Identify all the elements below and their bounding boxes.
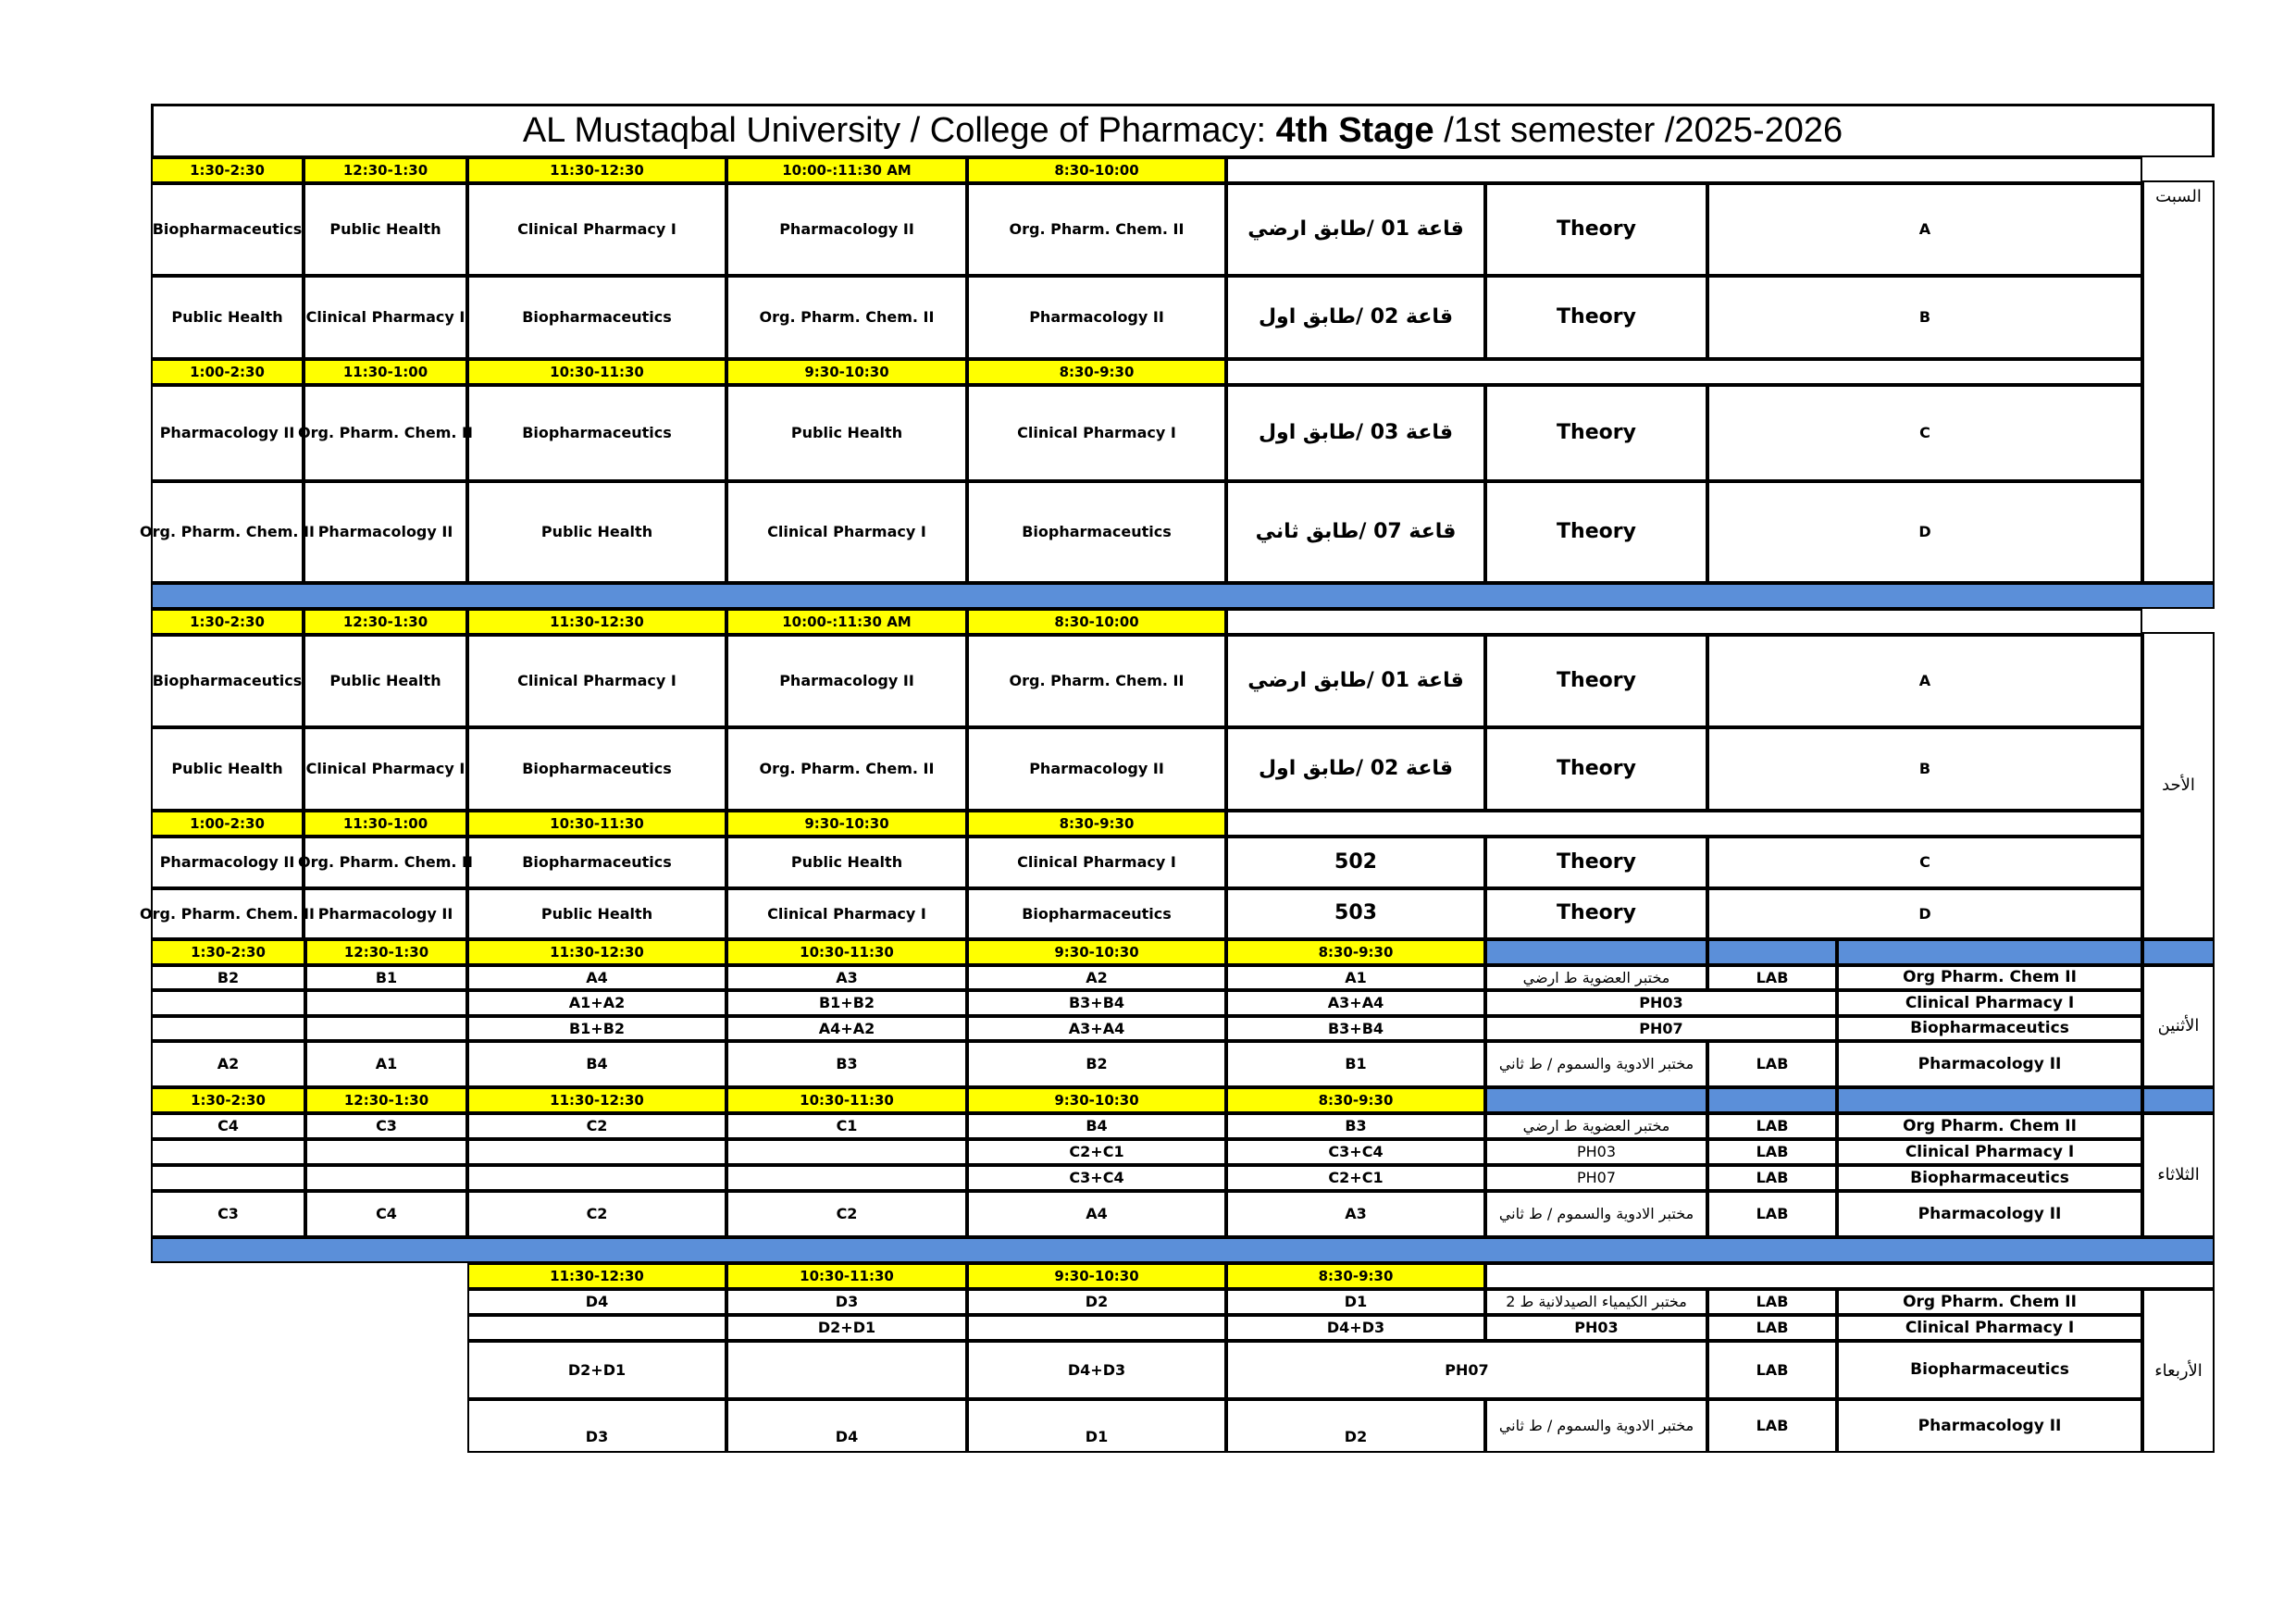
time-slot: 10:00-:11:30 AM <box>726 157 967 183</box>
course-cell: Biopharmaceutics <box>467 837 726 888</box>
course-cell: Public Health <box>726 385 967 481</box>
course-cell: Pharmacology II <box>967 727 1226 811</box>
lab-group-cell: B1+B2 <box>467 1016 726 1041</box>
course-cell: Pharmacology II <box>726 635 967 727</box>
lab-group-cell: D2 <box>1226 1399 1485 1453</box>
lab-group-cell <box>151 1016 305 1041</box>
session-type: Theory <box>1485 837 1707 888</box>
lab-group-cell: A2 <box>151 1041 305 1087</box>
course-cell: Org. Pharm. Chem. II <box>304 385 467 481</box>
group-cell: A <box>1707 635 2142 727</box>
course-name: Pharmacology II <box>1837 1041 2142 1087</box>
lab-group-cell: C2 <box>726 1191 967 1237</box>
course-cell: Org. Pharm. Chem. II <box>967 635 1226 727</box>
room-cell: قاعة 07 /طابق ثاني <box>1226 481 1485 583</box>
course-cell: Biopharmaceutics <box>967 481 1226 583</box>
course-cell: Org. Pharm. Chem. II <box>151 888 304 939</box>
section-separator <box>151 1237 2215 1263</box>
lab-group-cell: C2 <box>467 1191 726 1237</box>
time-slot: 12:30-1:30 <box>305 1087 467 1113</box>
course-cell: Org. Pharm. Chem. II <box>726 727 967 811</box>
room-cell: قاعة 03 /طابق اول <box>1226 385 1485 481</box>
lab-group-cell <box>726 1165 967 1191</box>
lab-group-cell: D4 <box>726 1399 967 1453</box>
lab-group-cell: A2 <box>967 965 1226 990</box>
lab-group-cell: D4+D3 <box>967 1341 1226 1399</box>
lab-group-cell: B1 <box>1226 1041 1485 1087</box>
time-slot: 10:30-11:30 <box>467 811 726 837</box>
room-cell: مختبر العضوية ط ارضي <box>1485 965 1707 990</box>
room-cell: PH07 <box>1226 1341 1707 1399</box>
course-cell: Clinical Pharmacy I <box>304 727 467 811</box>
header-filler <box>1707 939 1837 965</box>
course-cell: Public Health <box>304 635 467 727</box>
course-cell: Org. Pharm. Chem. II <box>726 276 967 359</box>
session-type: LAB <box>1707 1191 1837 1237</box>
time-slot: 1:00-2:30 <box>151 359 304 385</box>
course-cell: Clinical Pharmacy I <box>726 481 967 583</box>
course-name: Clinical Pharmacy I <box>1837 990 2142 1016</box>
time-slot-empty <box>1485 1263 2215 1289</box>
course-name: Pharmacology II <box>1837 1399 2142 1453</box>
room-cell: مختبر الادوية والسموم / ط ثاني <box>1485 1041 1707 1087</box>
time-slot: 1:30-2:30 <box>151 1087 305 1113</box>
title-prefix: AL Mustaqbal University / College of Pharmacy: <box>522 110 1276 150</box>
time-slot: 8:30-9:30 <box>967 811 1226 837</box>
session-type: Theory <box>1485 183 1707 276</box>
lab-group-cell: D2+D1 <box>726 1315 967 1341</box>
course-cell: Biopharmaceutics <box>151 635 304 727</box>
lab-group-cell: A4 <box>967 1191 1226 1237</box>
time-slot: 8:30-9:30 <box>1226 1263 1485 1289</box>
room-cell: مختبر الادوية والسموم / ط ثاني <box>1485 1399 1707 1453</box>
room-cell: مختبر الادوية والسموم / ط ثاني <box>1485 1191 1707 1237</box>
day-label: الأربعاء <box>2142 1289 2215 1453</box>
session-type: LAB <box>1707 1289 1837 1315</box>
time-slot: 10:30-11:30 <box>467 359 726 385</box>
time-slot: 8:30-9:30 <box>967 359 1226 385</box>
lab-group-cell: A1 <box>305 1041 467 1087</box>
time-slot: 1:30-2:30 <box>151 939 305 965</box>
lab-group-cell: C3+C4 <box>967 1165 1226 1191</box>
title-suffix: /1st semester /2025-2026 <box>1433 110 1843 150</box>
lab-group-cell: C2+C1 <box>967 1139 1226 1165</box>
time-slot: 10:00-:11:30 AM <box>726 609 967 635</box>
course-cell: Clinical Pharmacy I <box>726 888 967 939</box>
time-slot: 1:30-2:30 <box>151 609 304 635</box>
session-type: Theory <box>1485 385 1707 481</box>
lab-group-cell: C4 <box>305 1191 467 1237</box>
room-cell: PH03 <box>1485 1139 1707 1165</box>
room-cell: PH03 <box>1485 990 1837 1016</box>
course-cell: Org. Pharm. Chem. II <box>151 481 304 583</box>
room-cell: PH03 <box>1485 1315 1707 1341</box>
lab-group-cell <box>151 1165 305 1191</box>
course-cell: Biopharmaceutics <box>467 276 726 359</box>
course-cell: Biopharmaceutics <box>467 727 726 811</box>
lab-group-cell: D4 <box>467 1289 726 1315</box>
lab-group-cell: B3+B4 <box>967 990 1226 1016</box>
time-slot: 9:30-10:30 <box>967 1263 1226 1289</box>
course-cell: Biopharmaceutics <box>151 183 304 276</box>
time-slot: 11:30-1:00 <box>304 811 467 837</box>
session-type: LAB <box>1707 965 1837 990</box>
time-slot: 8:30-10:00 <box>967 609 1226 635</box>
section-separator <box>151 583 2215 609</box>
room-cell: قاعة 02 /طابق اول <box>1226 727 1485 811</box>
session-type: LAB <box>1707 1139 1837 1165</box>
group-cell: C <box>1707 385 2142 481</box>
day-label: الأحد <box>2142 632 2215 939</box>
lab-group-cell: D1 <box>967 1399 1226 1453</box>
lab-group-cell <box>467 1139 726 1165</box>
room-cell: PH07 <box>1485 1016 1837 1041</box>
course-cell: Pharmacology II <box>967 276 1226 359</box>
lab-group-cell <box>151 990 305 1016</box>
course-cell: Biopharmaceutics <box>967 888 1226 939</box>
lab-group-cell: B3 <box>726 1041 967 1087</box>
group-cell: A <box>1707 183 2142 276</box>
lab-group-cell: C2 <box>467 1113 726 1139</box>
course-name: Biopharmaceutics <box>1837 1165 2142 1191</box>
lab-group-cell: D2+D1 <box>467 1341 726 1399</box>
room-cell: قاعة 01 /طابق ارضي <box>1226 635 1485 727</box>
lab-group-cell <box>467 1315 726 1341</box>
course-name: Org Pharm. Chem II <box>1837 1113 2142 1139</box>
lab-group-cell <box>305 990 467 1016</box>
day-label: الثلاثاء <box>2142 1113 2215 1237</box>
course-cell: Pharmacology II <box>151 385 304 481</box>
course-cell: Org. Pharm. Chem. II <box>304 837 467 888</box>
time-slot: 11:30-12:30 <box>467 609 726 635</box>
header-filler <box>1707 1087 1837 1113</box>
session-type: Theory <box>1485 276 1707 359</box>
session-type: Theory <box>1485 727 1707 811</box>
course-cell: Clinical Pharmacy I <box>967 837 1226 888</box>
lab-group-cell: C3 <box>305 1113 467 1139</box>
lab-group-cell: D4+D3 <box>1226 1315 1485 1341</box>
course-cell: Pharmacology II <box>304 481 467 583</box>
course-name: Biopharmaceutics <box>1837 1016 2142 1041</box>
session-type: Theory <box>1485 888 1707 939</box>
lab-group-cell: A3 <box>1226 1191 1485 1237</box>
time-slot: 1:00-2:30 <box>151 811 304 837</box>
course-name: Org Pharm. Chem II <box>1837 1289 2142 1315</box>
time-slot-empty <box>1226 359 2142 385</box>
time-slot: 11:30-12:30 <box>467 1087 726 1113</box>
header-filler <box>2142 939 2215 965</box>
lab-group-cell: B2 <box>151 965 305 990</box>
header-filler <box>2142 1087 2215 1113</box>
group-cell: B <box>1707 276 2142 359</box>
lab-group-cell: B4 <box>467 1041 726 1087</box>
time-slot: 11:30-1:00 <box>304 359 467 385</box>
lab-group-cell: B1 <box>305 965 467 990</box>
lab-group-cell <box>726 1341 967 1399</box>
room-cell: 503 <box>1226 888 1485 939</box>
header-filler <box>1485 939 1707 965</box>
lab-group-cell: C4 <box>151 1113 305 1139</box>
lab-group-cell: B3+B4 <box>1226 1016 1485 1041</box>
course-cell: Public Health <box>304 183 467 276</box>
session-type: LAB <box>1707 1165 1837 1191</box>
lab-group-cell <box>151 1139 305 1165</box>
room-cell: قاعة 01 /طابق ارضي <box>1226 183 1485 276</box>
time-slot-empty <box>1226 609 2142 635</box>
room-cell: مختبر العضوية ط ارضي <box>1485 1113 1707 1139</box>
lab-group-cell <box>305 1139 467 1165</box>
header-filler <box>1837 1087 2142 1113</box>
session-type: LAB <box>1707 1041 1837 1087</box>
title-stage: 4th Stage <box>1275 110 1434 150</box>
day-label: السبت <box>2142 180 2215 583</box>
course-cell: Clinical Pharmacy I <box>967 385 1226 481</box>
course-cell: Public Health <box>467 888 726 939</box>
lab-group-cell: B1+B2 <box>726 990 967 1016</box>
time-slot: 9:30-10:30 <box>726 359 967 385</box>
lab-group-cell <box>726 1139 967 1165</box>
course-cell: Public Health <box>151 276 304 359</box>
header-filler <box>1837 939 2142 965</box>
time-slot: 10:30-11:30 <box>726 1087 967 1113</box>
course-cell: Public Health <box>151 727 304 811</box>
lab-group-cell: A1+A2 <box>467 990 726 1016</box>
room-cell: مختبر الكيمياء الصيدلانية ط 2 <box>1485 1289 1707 1315</box>
session-type: LAB <box>1707 1113 1837 1139</box>
lab-group-cell: D3 <box>726 1289 967 1315</box>
session-type: Theory <box>1485 635 1707 727</box>
lab-group-cell: D1 <box>1226 1289 1485 1315</box>
lab-group-cell <box>467 1165 726 1191</box>
lab-group-cell: C2+C1 <box>1226 1165 1485 1191</box>
time-slot: 11:30-12:30 <box>467 939 726 965</box>
course-cell: Pharmacology II <box>726 183 967 276</box>
day-label: الأثنين <box>2142 965 2215 1087</box>
room-cell: قاعة 02 /طابق اول <box>1226 276 1485 359</box>
session-type: LAB <box>1707 1399 1837 1453</box>
course-name: Pharmacology II <box>1837 1191 2142 1237</box>
time-slot: 9:30-10:30 <box>967 1087 1226 1113</box>
lab-group-cell: C1 <box>726 1113 967 1139</box>
lab-group-cell <box>305 1165 467 1191</box>
time-slot: 9:30-10:30 <box>967 939 1226 965</box>
header-filler <box>1485 1087 1707 1113</box>
time-slot: 12:30-1:30 <box>305 939 467 965</box>
lab-group-cell: D3 <box>467 1399 726 1453</box>
lab-group-cell: A3+A4 <box>1226 990 1485 1016</box>
time-slot: 12:30-1:30 <box>304 609 467 635</box>
session-type: Theory <box>1485 481 1707 583</box>
session-type: LAB <box>1707 1315 1837 1341</box>
time-slot-empty <box>1226 157 2142 183</box>
room-cell: 502 <box>1226 837 1485 888</box>
lab-group-cell <box>305 1016 467 1041</box>
time-slot: 11:30-12:30 <box>467 1263 726 1289</box>
course-name: Org Pharm. Chem II <box>1837 965 2142 990</box>
course-cell: Clinical Pharmacy I <box>467 183 726 276</box>
group-cell: B <box>1707 727 2142 811</box>
time-slot: 9:30-10:30 <box>726 811 967 837</box>
course-cell: Public Health <box>726 837 967 888</box>
time-slot: 8:30-9:30 <box>1226 1087 1485 1113</box>
time-slot: 1:30-2:30 <box>151 157 304 183</box>
time-slot: 8:30-10:00 <box>967 157 1226 183</box>
course-cell: Pharmacology II <box>304 888 467 939</box>
lab-group-cell: B3 <box>1226 1113 1485 1139</box>
room-cell: PH07 <box>1485 1165 1707 1191</box>
time-slot: 12:30-1:30 <box>304 157 467 183</box>
course-cell: Public Health <box>467 481 726 583</box>
page-title <box>151 104 2215 157</box>
time-slot: 11:30-12:30 <box>467 157 726 183</box>
group-cell: D <box>1707 888 2142 939</box>
course-cell: Pharmacology II <box>151 837 304 888</box>
course-cell: Clinical Pharmacy I <box>304 276 467 359</box>
group-cell: D <box>1707 481 2142 583</box>
time-slot: 10:30-11:30 <box>726 939 967 965</box>
time-slot: 10:30-11:30 <box>726 1263 967 1289</box>
course-name: Clinical Pharmacy I <box>1837 1139 2142 1165</box>
lab-group-cell: A4 <box>467 965 726 990</box>
lab-group-cell: B4 <box>967 1113 1226 1139</box>
session-type: LAB <box>1707 1341 1837 1399</box>
time-slot: 8:30-9:30 <box>1226 939 1485 965</box>
lab-group-cell: A3+A4 <box>967 1016 1226 1041</box>
lab-group-cell: A3 <box>726 965 967 990</box>
lab-group-cell: B2 <box>967 1041 1226 1087</box>
lab-group-cell <box>967 1315 1226 1341</box>
course-cell: Org. Pharm. Chem. II <box>967 183 1226 276</box>
course-name: Biopharmaceutics <box>1837 1341 2142 1399</box>
lab-group-cell: A1 <box>1226 965 1485 990</box>
lab-group-cell: C3 <box>151 1191 305 1237</box>
group-cell: C <box>1707 837 2142 888</box>
course-cell: Biopharmaceutics <box>467 385 726 481</box>
lab-group-cell: C3+C4 <box>1226 1139 1485 1165</box>
lab-group-cell: A4+A2 <box>726 1016 967 1041</box>
time-slot-empty <box>1226 811 2142 837</box>
course-cell: Clinical Pharmacy I <box>467 635 726 727</box>
course-name: Clinical Pharmacy I <box>1837 1315 2142 1341</box>
lab-group-cell: D2 <box>967 1289 1226 1315</box>
